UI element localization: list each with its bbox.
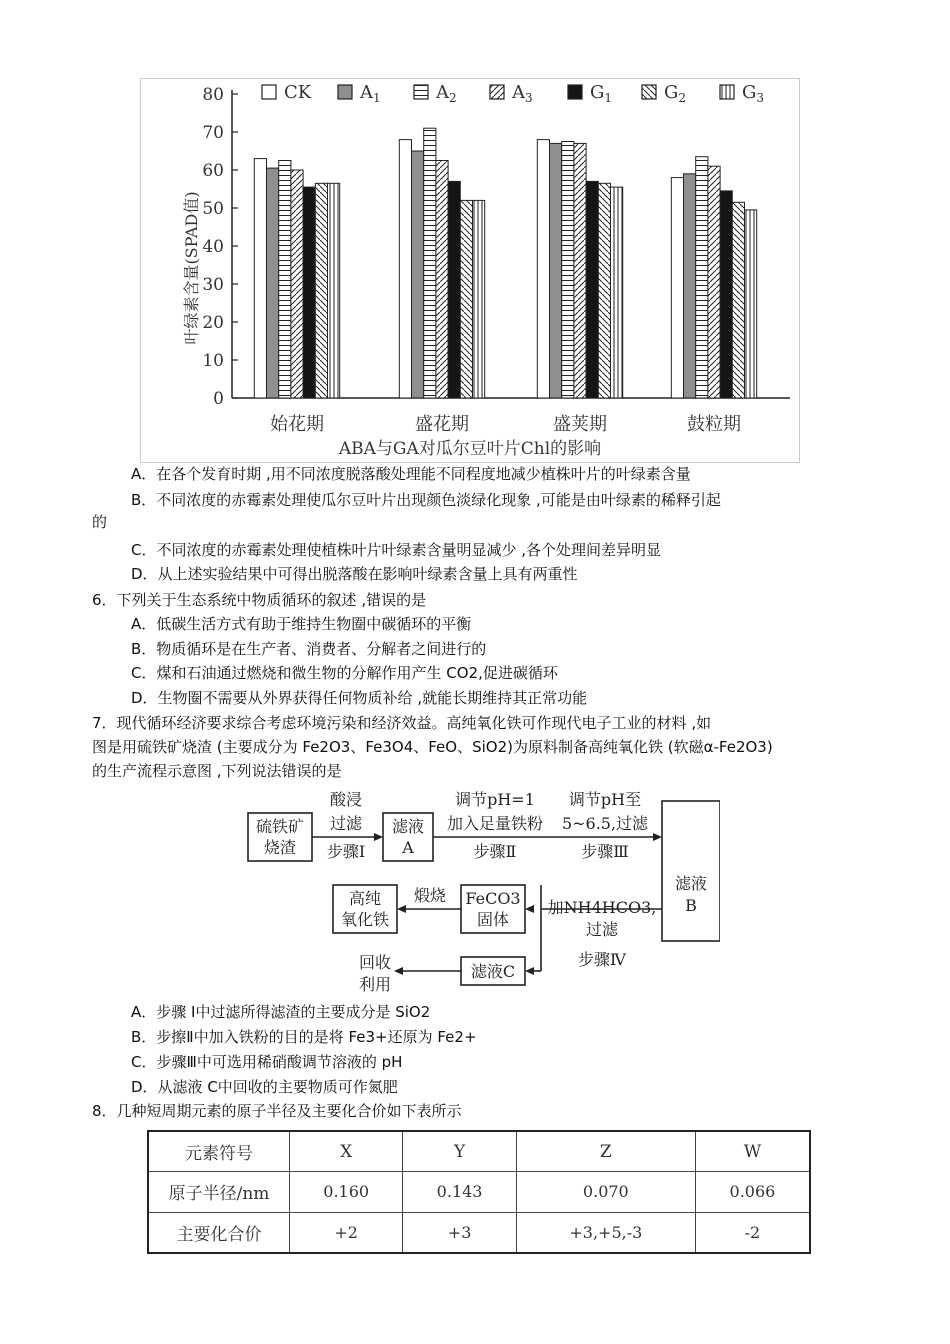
- bar-G3-4: [745, 210, 757, 398]
- flow-filtrate-a-line1: 滤液: [391, 817, 425, 836]
- legend-swatch: [720, 85, 734, 99]
- y-tick-label: 20: [202, 313, 224, 333]
- flow-step3-top2: 5~6.5,过滤: [561, 814, 649, 833]
- bar-CK-1: [254, 159, 266, 398]
- table-cell: 0.143: [403, 1172, 516, 1212]
- legend-swatch: [338, 85, 352, 99]
- flow-filtrate-b-line2: B: [685, 896, 697, 915]
- q7-option-d: D．从滤液 C中回收的主要物质可作氮肥: [131, 1078, 398, 1096]
- bar-G3-3: [611, 187, 623, 398]
- legend-swatch: [490, 85, 504, 99]
- q6-option-d: D．生物圈不需要从外界获得任何物质补给 ,就能长期维持其正常功能: [131, 689, 588, 707]
- bar-G1-1: [303, 187, 315, 398]
- legend-swatch: [642, 85, 656, 99]
- q5-option-d: D．从上述实验结果中可得出脱落酸在影响叶绿素含量上具有两重性: [131, 565, 578, 583]
- box-filtrate-b: [662, 801, 720, 941]
- table-cell: +2: [290, 1212, 403, 1253]
- flow-step4-line1: 加NH4HCO3,: [547, 898, 657, 917]
- bar-A3-4: [708, 166, 720, 398]
- x-tick-label: 盛花期: [415, 414, 469, 435]
- table-cell: +3,+5,-3: [516, 1212, 695, 1253]
- legend-swatch: [414, 85, 428, 99]
- y-tick-label: 80: [202, 85, 224, 105]
- y-tick-label: 60: [202, 161, 224, 181]
- table-cell: 0.066: [695, 1172, 810, 1212]
- x-axis: [270, 414, 741, 435]
- y-tick-label: 10: [202, 351, 224, 371]
- q5-option-a: A．在各个发育时期 ,用不同浓度脱落酸处理能不同程度地减少植株叶片的叶绿素含量: [131, 465, 691, 483]
- table-header-cell: W: [695, 1131, 810, 1172]
- table-cell: -2: [695, 1212, 810, 1253]
- q7-option-a: A．步骤 Ⅰ中过滤所得滤渣的主要成分是 SiO2: [131, 1003, 431, 1021]
- flow-step2-top2: 加入足量铁粉: [446, 814, 544, 833]
- table-header-row: [148, 1131, 810, 1172]
- q6-option-b: B．物质循环是在生产者、消费者、分解者之间进行的: [131, 640, 487, 658]
- q5-option-b: B．不同浓度的赤霉素处理使瓜尔豆叶片出现颜色淡绿化现象 ,可能是由叶绿素的稀释引起: [131, 491, 721, 509]
- table-row: [148, 1212, 810, 1253]
- x-tick-label: 始花期: [270, 414, 324, 435]
- flow-recycle-line2: 利用: [358, 975, 392, 994]
- bar-CK-4: [671, 178, 683, 398]
- flow-start-line2: 烧渣: [263, 838, 297, 857]
- bars: [254, 128, 756, 398]
- flow-step4-line2: 过滤: [585, 920, 619, 939]
- bar-CK-2: [399, 140, 411, 398]
- table-cell: 0.070: [516, 1172, 695, 1212]
- table-cell: 主要化合价: [148, 1212, 290, 1253]
- legend-label: CK: [284, 82, 312, 103]
- q5-option-b-wrap: 的: [92, 513, 108, 531]
- flow-calcine: 煅烧: [413, 886, 447, 905]
- q5-option-c: C．不同浓度的赤霉素处理使植株叶片叶绿素含量明显减少 ,各个处理间差异明显: [131, 541, 662, 559]
- bar-G1-3: [586, 181, 598, 398]
- legend-label: $G_2$: [664, 82, 687, 105]
- y-tick-label: 0: [213, 389, 224, 409]
- flow-feco3-line2: 固体: [476, 910, 510, 929]
- bar-G2-4: [732, 202, 744, 398]
- flow-diagram: [240, 785, 720, 1000]
- bar-A1-1: [267, 168, 279, 398]
- y-tick-label: 50: [202, 199, 224, 219]
- y-tick-label: 70: [202, 123, 224, 143]
- legend-label: $A_3$: [512, 82, 533, 105]
- x-tick-label: 盛荚期: [553, 414, 607, 435]
- flow-step2-top1: 调节pH=1: [455, 790, 535, 809]
- flow-step1-top1: 酸浸: [329, 790, 363, 809]
- flow-step3-label: 步骤Ⅲ: [581, 842, 629, 861]
- bar-chart: [140, 78, 800, 463]
- legend-swatch: [262, 85, 276, 99]
- y-tick-label: 40: [202, 237, 224, 257]
- q7-stem-line2: 图是用硫铁矿烧渣 (主要成分为 Fe2O3、Fe3O4、FeO、SiO2)为原料制备高纯氧化铁 (软磁α-Fe2O3): [92, 738, 773, 756]
- flow-start-line1: 硫铁矿: [255, 817, 305, 836]
- bar-A1-2: [412, 151, 424, 398]
- bar-G1-4: [720, 191, 732, 398]
- bar-A1-4: [684, 174, 696, 398]
- flow-feco3-line1: FeCO3: [465, 889, 521, 908]
- bar-CK-3: [537, 140, 549, 398]
- table-row: [148, 1172, 810, 1212]
- q7-option-b: B．步擦Ⅱ中加入铁粉的目的是将 Fe3+还原为 Fe2+: [131, 1028, 477, 1046]
- flow-product-line1: 高纯: [348, 889, 382, 908]
- bar-G2-3: [598, 183, 610, 398]
- legend-label: $G_3$: [742, 82, 765, 105]
- chart-title: ABA与GA对瓜尔豆叶片Chl的影响: [338, 439, 602, 459]
- x-tick-label: 鼓粒期: [687, 414, 741, 435]
- element-table: [147, 1130, 811, 1254]
- table-header-cell: Y: [403, 1131, 516, 1172]
- y-axis-label: 叶绿素含量(SPAD值): [182, 191, 201, 345]
- q7-stem-line3: 的生产流程示意图 ,下列说法错误的是: [92, 762, 342, 780]
- q7-stem-line1: 7．现代循环经济要求综合考虑环境污染和经济效益。高纯氧化铁可作现代电子工业的材料 ,如: [92, 714, 712, 732]
- q7-option-c: C．步骤Ⅲ中可选用稀硝酸调节溶液的 pH: [131, 1053, 403, 1071]
- bar-G3-2: [473, 200, 485, 398]
- q6-option-c: C．煤和石油通过燃烧和微生物的分解作用产生 CO2,促进碳循环: [131, 664, 558, 682]
- table-cell: 原子半径/nm: [148, 1172, 290, 1212]
- q6-stem: 6．下列关于生态系统中物质循环的叙述 ,错误的是: [92, 591, 427, 609]
- flow-filtrate-a-line2: A: [402, 838, 414, 857]
- bar-G2-1: [315, 183, 327, 398]
- table-header-cell: X: [290, 1131, 403, 1172]
- bar-A1-3: [550, 143, 562, 398]
- y-tick-label: 30: [202, 275, 224, 295]
- bar-A3-2: [436, 161, 448, 399]
- flow-step1-label: 步骤Ⅰ: [326, 842, 366, 861]
- bar-A2-3: [562, 142, 574, 399]
- q6-option-a: A．低碳生活方式有助于维持生物圈中碳循环的平衡: [131, 615, 472, 633]
- table-cell: 0.160: [290, 1172, 403, 1212]
- bar-A3-3: [574, 143, 586, 398]
- flow-product-line2: 氧化铁: [340, 910, 390, 929]
- bar-A3-1: [291, 170, 303, 398]
- flow-step1-top2: 过滤: [329, 814, 363, 833]
- bar-A2-4: [696, 157, 708, 398]
- flow-step3-top1: 调节pH至: [568, 790, 642, 809]
- bar-G2-2: [460, 200, 472, 398]
- table-cell: +3: [403, 1212, 516, 1253]
- table-header-cell: 元素符号: [148, 1131, 290, 1172]
- flow-recycle-line1: 回收: [358, 953, 392, 972]
- bar-G3-1: [328, 183, 340, 398]
- table-header-cell: Z: [516, 1131, 695, 1172]
- chart-legend: [262, 82, 764, 105]
- flow-step2-label: 步骤Ⅱ: [473, 842, 517, 861]
- flow-filtrate-b-line1: 滤液: [674, 874, 708, 893]
- legend-label: $A_2$: [436, 82, 457, 105]
- legend-label: $A_1$: [360, 82, 381, 105]
- bar-A2-1: [279, 161, 291, 399]
- flow-step4-label: 步骤Ⅳ: [578, 950, 626, 969]
- bar-A2-2: [424, 128, 436, 398]
- bar-G1-2: [448, 181, 460, 398]
- q8-stem: 8．几种短周期元素的原子半径及主要化合价如下表所示: [92, 1102, 462, 1120]
- legend-swatch: [568, 85, 582, 99]
- flow-filtrate-c: 滤液C: [470, 962, 516, 981]
- legend-label: $G_1$: [590, 82, 613, 105]
